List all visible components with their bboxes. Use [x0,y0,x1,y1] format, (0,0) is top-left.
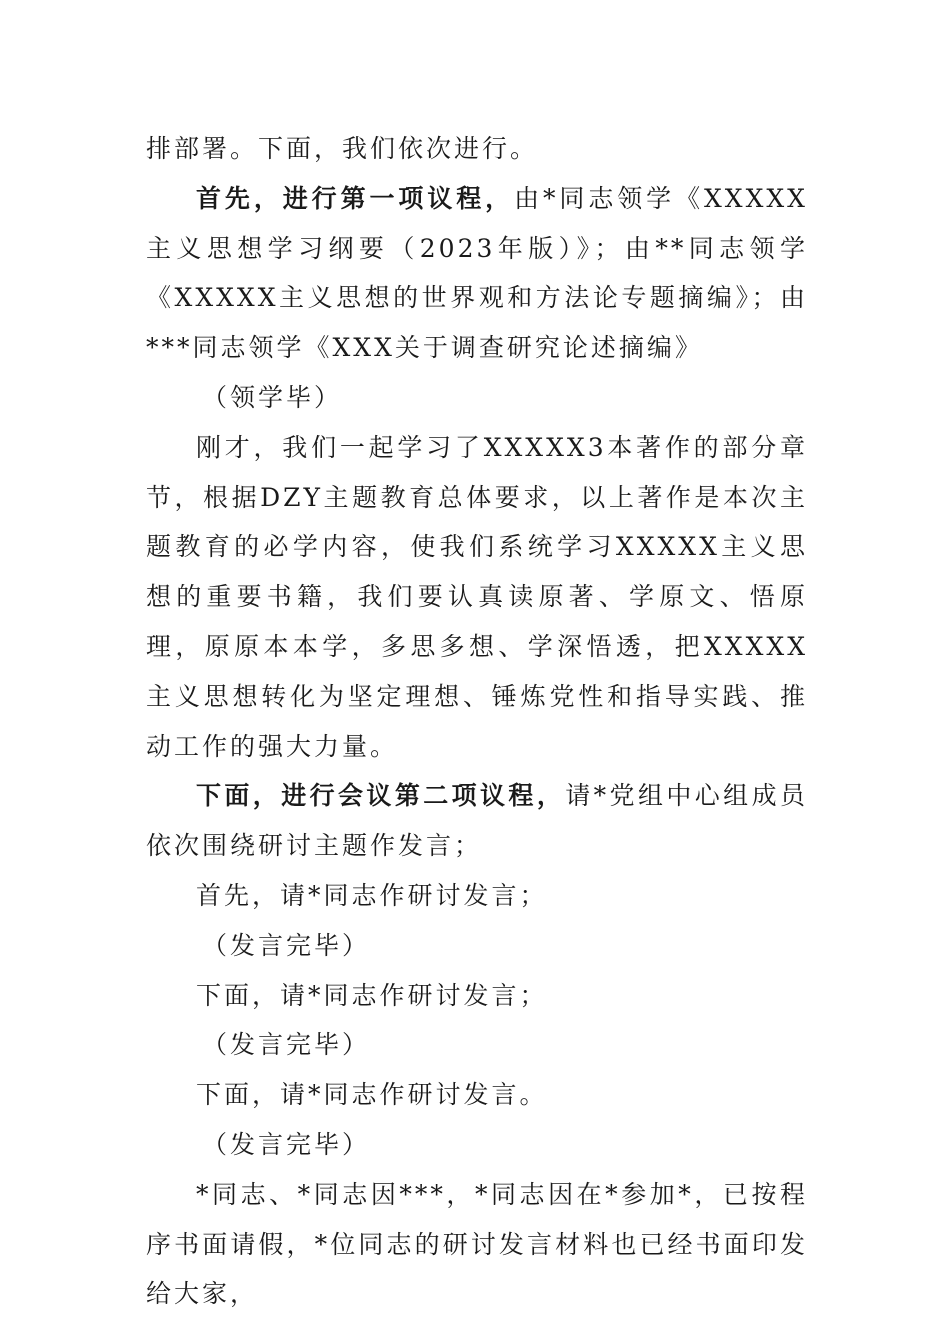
agenda-two-heading: 下面，进行会议第二项议程， [196,781,566,811]
paragraph-summary: 刚才，我们一起学习了XXXXX3本著作的部分章节，根据DZY主题教育总体要求，以上著作是本次主题教育的必学内容，使我们系统学习XXXXX主义思想的重要书籍，我们要认真读原著、学原文、悟原理，原原本本学，多思多想、学深悟透，把XXXXX主义思想转化为坚定理想、锤炼党性和指导实践、推动工作的强大力量。 [146,432,808,761]
note-study-done: （领学毕） [202,382,343,412]
paragraph-speaker-2: 下面，请*同志作研讨发言； [196,980,548,1010]
paragraph-speaker-3: 下面，请*同志作研讨发言。 [196,1080,548,1110]
paragraph-speaker-1: 首先，请*同志作研讨发言； [196,880,548,910]
document-page [146,124,808,1319]
paragraph-agenda-two [146,771,808,871]
paragraph-intro-end: 排部署。下面，我们依次进行。 [146,134,539,163]
note-speech-done-3: （发言完毕） [202,1129,371,1159]
paragraph-leave-notice: *同志、*同志因***，*同志因在*参加*，已按程序书面请假，*位同志的研讨发言材料也已经书面印发给大家， [146,1179,808,1309]
note-speech-done-2: （发言完毕） [202,1030,371,1060]
note-speech-done-1: （发言完毕） [202,930,371,960]
agenda-two-text: 请*党组中心组成员依次围绕研讨主题作发言； [146,781,808,861]
paragraph-agenda-one [146,174,808,373]
agenda-one-heading: 首先，进行第一项议程， [196,183,515,213]
agenda-one-text: 由*同志领学《XXXXX主义思想学习纲要（2023年版）》；由**同志领学《XXXXX主义思想的世界观和方法论专题摘编》；由***同志领学《XXX关于调查研究论述摘编》 [146,183,808,363]
